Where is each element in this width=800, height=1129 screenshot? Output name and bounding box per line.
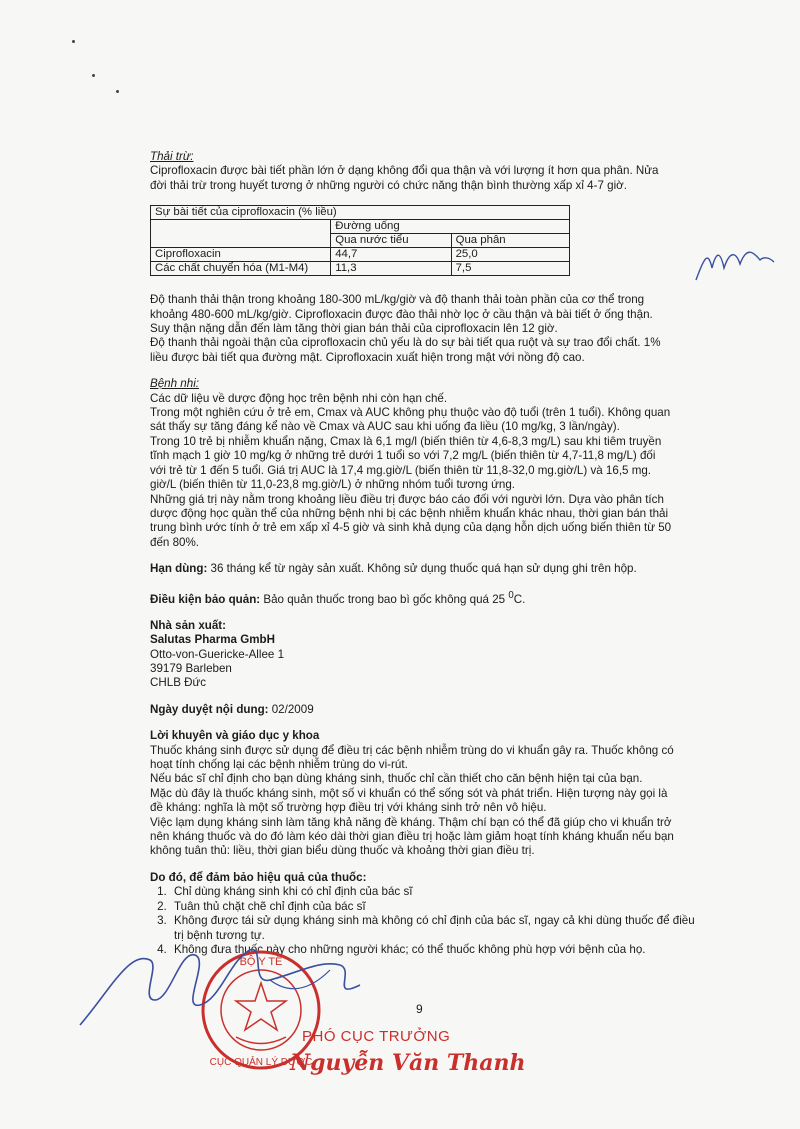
text-line: Ciprofloxacin được bài tiết phần lớn ở dạng không đổi qua thận và với lượng ít hơn qua phân. Nửa <box>150 164 659 178</box>
manufacturer-section <box>150 619 698 691</box>
text-line: Việc lạm dụng kháng sinh làm tăng khả năng đề kháng. Thậm chí bạn có thể đã giúp cho vi khuẩn trở <box>150 815 672 829</box>
handwritten-initials-mark <box>690 238 780 288</box>
advice-heading: Lời khuyên và giáo dục y khoa <box>150 729 320 743</box>
list-item: 3. Không được tái sử dụng kháng sinh mà không có chỉ định của bác sĩ, ngay cả khi dùng thuốc để điều trị bệnh tương tự. <box>170 914 698 943</box>
table-cell: 25,0 <box>451 248 569 262</box>
text-line: nên kháng thuốc và do đó làm kéo dài thời gian điều trị hoặc làm giảm hoạt tính kháng khuẩn nếu bạn <box>150 830 674 844</box>
text-line: khoảng 480-600 mL/kg/giờ. Ciprofloxacin được đào thải nhờ lọc ở cầu thận và bài tiết ở ống thận. <box>150 307 653 321</box>
approval-label: Ngày duyệt nội dung: <box>150 702 269 716</box>
pediatrics-heading: Bệnh nhi: <box>150 377 199 391</box>
text-line: sát thấy sự tăng đáng kể nào về Cmax và AUC sau khi uống đa liều (10 mg/kg, 3 lần/ngày). <box>150 420 620 434</box>
table-row <box>151 248 570 262</box>
table-header-feces: Qua phân <box>451 234 569 248</box>
advice-section <box>150 729 698 859</box>
address-line: Otto-von-Guericke-Allee 1 <box>150 647 285 661</box>
manufacturer-name: Salutas Pharma GmbH <box>150 633 275 647</box>
scan-speck <box>116 90 119 93</box>
storage-text: Bảo quản thuốc trong bao bì gốc không quá 25 <box>260 592 509 606</box>
official-name: Nguyễn Văn Thanh <box>290 1050 526 1076</box>
manufacturer-label: Nhà sản xuất: <box>150 618 227 632</box>
table-cell: Ciprofloxacin <box>151 248 331 262</box>
text-line: liều được bài tiết qua đường mật. Ciprofloxacin xuất hiện trong mật với nồng độ cao. <box>150 350 585 364</box>
text-line: với trẻ từ 1 đến 5 tuổi. Giá trị AUC là 17,4 mg.giờ/L (biến thiên từ 11,8-32,0 mg.giờ/L) và 16,5 mg. <box>150 463 652 477</box>
signatory-block <box>290 1028 526 1076</box>
table-cell: 11,3 <box>331 262 451 276</box>
table-header-urine: Qua nước tiểu <box>331 234 451 248</box>
table-cell-empty <box>151 220 331 248</box>
text-line: Độ thanh thải thận trong khoảng 180-300 mL/kg/giờ và độ thanh thải toàn phần của cơ thể trong <box>150 293 645 307</box>
official-title: PHÓ CỤC TRƯỞNG <box>302 1028 451 1045</box>
effectiveness-heading: Do đó, để đảm bảo hiệu quả của thuốc: <box>150 870 367 884</box>
approval-date <box>150 703 698 717</box>
table-header-route: Đường uống <box>331 220 570 234</box>
text-line: giờ/L (biến thiên từ 11,0-23,8 mg.giờ/L) ở những nhóm tuổi tương ứng. <box>150 478 516 492</box>
address-line: 39179 Barleben <box>150 662 232 676</box>
page-number: 9 <box>416 1002 423 1016</box>
table-cell: 44,7 <box>331 248 451 262</box>
text-line: đề kháng: nghĩa là một số trường hợp điều trị với kháng sinh trở nên vô hiệu. <box>150 801 547 815</box>
table-title: Sự bài tiết của ciprofloxacin (% liều) <box>151 206 570 220</box>
text-line: Mặc dù đây là thuốc kháng sinh, một số vi khuẩn có thể sống sót và phát triển. Hiện tượng này gọi là <box>150 786 668 800</box>
list-item: 2. Tuân thủ chặt chẽ chỉ định của bác sĩ <box>170 900 698 914</box>
storage-degree: 0 <box>508 589 514 601</box>
document-body <box>150 150 698 957</box>
approval-value: 02/2009 <box>268 702 314 716</box>
text-line: Thuốc kháng sinh được sử dụng để điều trị các bệnh nhiễm trùng do vi khuẩn gây ra. Thuốc không có <box>150 743 674 757</box>
svg-text:CỤC QUẢN LÝ DƯỢC: CỤC QUẢN LÝ DƯỢC <box>209 1057 313 1068</box>
elimination-section <box>150 150 698 193</box>
shelf-life-label: Hạn dùng: <box>150 562 208 576</box>
storage-label: Điều kiện bảo quản: <box>150 592 261 606</box>
table-cell: Các chất chuyển hóa (M1-M4) <box>151 262 331 276</box>
text-line: trung bình ước tính ở trẻ em xấp xỉ 4-5 giờ và sinh khả dụng của dạng hỗn dịch uống biến thiên từ 50 <box>150 521 672 535</box>
text-line: Các dữ liệu về dược động học trên bệnh nhi còn hạn chế. <box>150 391 448 405</box>
text-line: đời thải trừ trong huyết tương ở những người có chức năng thận bình thường xấp xỉ 4-7 giờ. <box>150 178 627 192</box>
table-row <box>151 262 570 276</box>
list-item: 1. Chỉ dùng kháng sinh khi có chỉ định của bác sĩ <box>170 885 698 899</box>
pediatrics-section <box>150 377 698 550</box>
address-line: CHLB Đức <box>150 676 207 690</box>
text-line: hoạt tính chống lại các bệnh nhiễm trùng do vi-rút. <box>150 758 408 772</box>
text-line: Những giá trị này nằm trong khoảng liều điều trị được báo cáo đối với người lớn. Dựa vào phân tích <box>150 492 664 506</box>
text-line: Độ thanh thải ngoài thận của ciprofloxacin chủ yếu là do sự bài tiết qua ruột và sự trao đổi chất. 1% <box>150 336 661 350</box>
shelf-life <box>150 562 698 576</box>
text-line: Trong 10 trẻ bị nhiễm khuẩn nặng, Cmax là 6,1 mg/l (biến thiên từ 4,6-8,3 mg/L) sau khi tiêm truyền <box>150 434 662 448</box>
text-line: dược động học quần thể của những bệnh nhi bị các bệnh nhiễm khuẩn khác nhau, thời gian bán thải <box>150 506 669 520</box>
text-line: Nếu bác sĩ chỉ định cho bạn dùng kháng sinh, thuốc chỉ cần thiết cho căn bệnh hiện tại của bạn. <box>150 772 643 786</box>
svg-text:BỘ Y TẾ: BỘ Y TẾ <box>239 956 283 968</box>
list-item: 4. Không đưa thuốc này cho những người khác; có thể thuốc không phù hợp với bệnh của họ. <box>170 943 698 957</box>
scan-speck <box>72 40 75 43</box>
storage-unit: C. <box>513 592 526 606</box>
text-line: không tuân thủ: liều, thời gian biểu dùng thuốc và khoảng thời gian điều trị. <box>150 844 535 858</box>
scan-speck <box>92 74 95 77</box>
storage-condition <box>150 589 698 607</box>
text-line: đến 80%. <box>150 535 199 549</box>
clearance-section <box>150 293 698 365</box>
text-line: tĩnh mạch 1 giờ 10 mg/kg ở những trẻ dưới 1 tuổi so với 7,2 mg/L (biến thiên từ 4,7-11,8 mg/L) đối <box>150 449 656 463</box>
excretion-table <box>150 205 570 276</box>
shelf-life-text: 36 tháng kể từ ngày sản xuất. Không sử dụng thuốc quá hạn sử dụng ghi trên hộp. <box>207 562 637 576</box>
text-line: Trong một nghiên cứu ở trẻ em, Cmax và AUC không phụ thuộc vào độ tuổi (trên 1 tuổi). Không quan <box>150 406 671 420</box>
text-line: Suy thận nặng dẫn đến làm tăng thời gian bán thải của ciprofloxacin lên 12 giờ. <box>150 322 558 336</box>
table-cell: 7,5 <box>451 262 569 276</box>
elimination-heading: Thải trừ: <box>150 150 194 163</box>
